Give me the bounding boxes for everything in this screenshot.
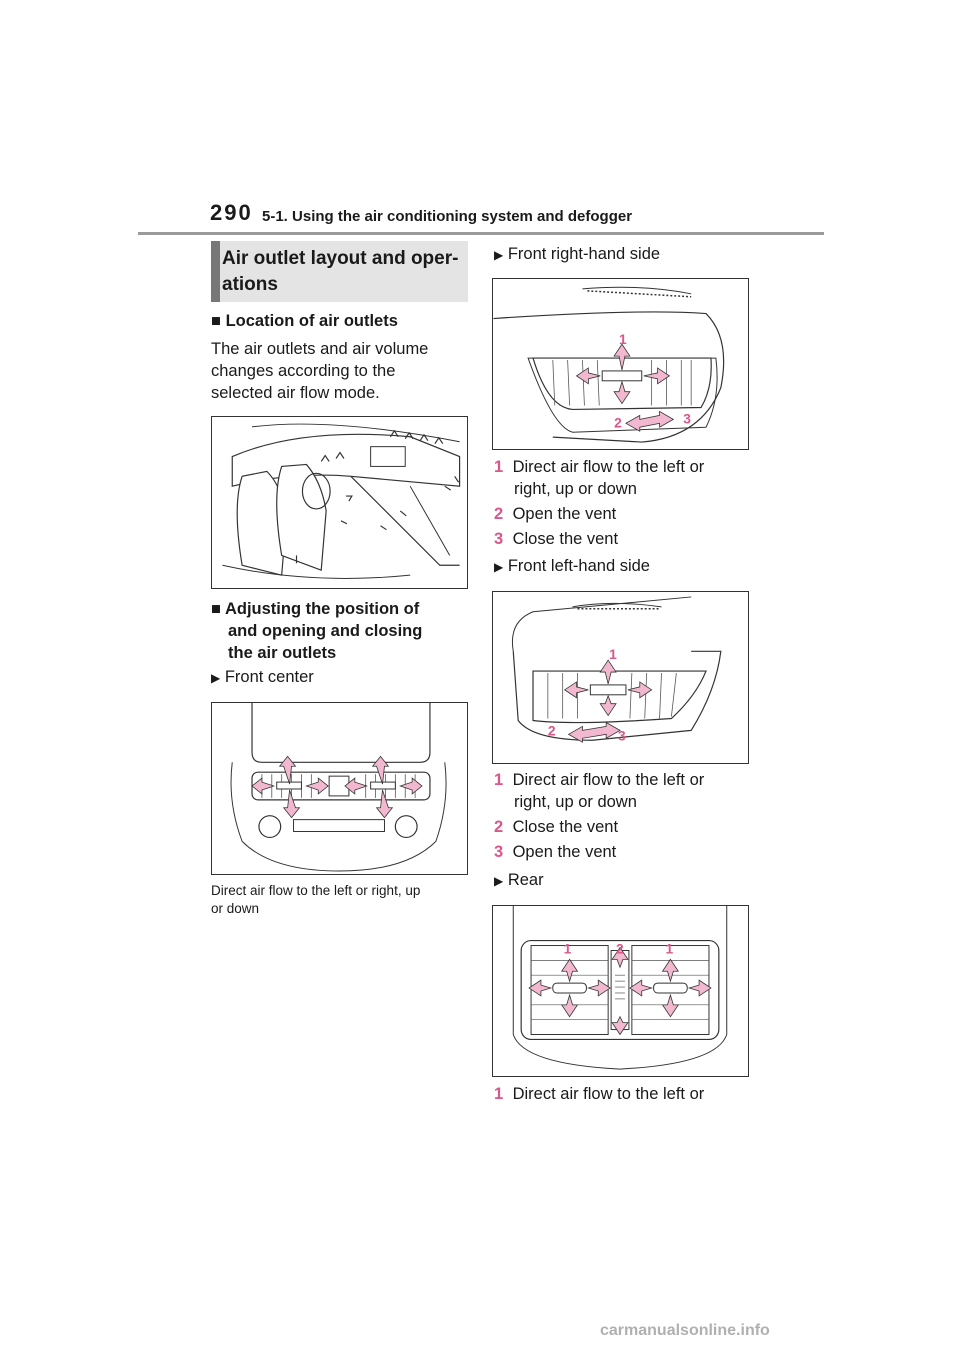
section-title: Air outlet layout and oper-ations bbox=[222, 248, 459, 295]
callout-3: 3 bbox=[683, 410, 691, 427]
front-center-label: ▶ Front center bbox=[211, 668, 314, 686]
callout-1: 1 bbox=[609, 646, 617, 663]
front-left-list bbox=[494, 769, 704, 863]
front-center-caption: Direct air flow to the left or right, up or down bbox=[211, 883, 421, 916]
list-item: right, up or down bbox=[514, 480, 637, 498]
list-item: 2 Close the vent bbox=[494, 818, 619, 836]
front-left-vent-figure bbox=[492, 591, 749, 764]
callout-1: 1 bbox=[619, 331, 627, 348]
front-right-vent-figure bbox=[492, 278, 749, 450]
list-item: 1 Direct air flow to the left or bbox=[494, 458, 705, 476]
front-center-vent-figure bbox=[211, 702, 468, 875]
front-right-label: ▶ Front right-hand side bbox=[494, 245, 661, 263]
rear-vent-figure bbox=[492, 905, 749, 1077]
front-left-label: ▶ Front left-hand side bbox=[494, 557, 650, 575]
rear-label: ▶ Rear bbox=[494, 871, 544, 889]
callout-2: 2 bbox=[616, 940, 624, 957]
rear-list bbox=[494, 1083, 704, 1105]
square-bullet-icon: ■ bbox=[211, 312, 221, 330]
list-item: 1 Direct air flow to the left or bbox=[494, 1085, 705, 1103]
callout-1: 1 bbox=[665, 940, 674, 957]
page-number: 290 bbox=[210, 200, 253, 225]
triangle-bullet-icon: ▶ bbox=[494, 560, 504, 574]
list-item: 3 Close the vent bbox=[494, 530, 619, 548]
callout-3: 3 bbox=[618, 727, 626, 744]
cabin-air-outlets-figure bbox=[211, 416, 468, 589]
intro-text: The air outlets and air volume changes according to the selected air flow mode. bbox=[211, 340, 429, 402]
triangle-bullet-icon: ▶ bbox=[494, 874, 504, 888]
list-item: 2 Open the vent bbox=[494, 505, 617, 523]
list-item: 3 Open the vent bbox=[494, 843, 617, 861]
adjust-heading: ■ Adjusting the position of and opening and closing the air outlets bbox=[211, 600, 423, 662]
location-heading: ■ Location of air outlets bbox=[211, 312, 398, 330]
square-bullet-icon: ■ bbox=[211, 600, 221, 618]
watermark: carmanualsonline.info bbox=[600, 1322, 770, 1339]
callout-1: 1 bbox=[563, 940, 572, 957]
front-right-list bbox=[494, 456, 704, 550]
callout-2: 2 bbox=[547, 722, 556, 739]
list-item: right, up or down bbox=[514, 793, 637, 811]
header-rule bbox=[138, 232, 824, 235]
triangle-bullet-icon: ▶ bbox=[494, 248, 504, 262]
chapter-title: 5-1. Using the air conditioning system and defogger bbox=[262, 208, 633, 225]
list-item: 1 Direct air flow to the left or bbox=[494, 771, 705, 789]
triangle-bullet-icon: ▶ bbox=[211, 671, 221, 685]
callout-2: 2 bbox=[614, 414, 622, 431]
